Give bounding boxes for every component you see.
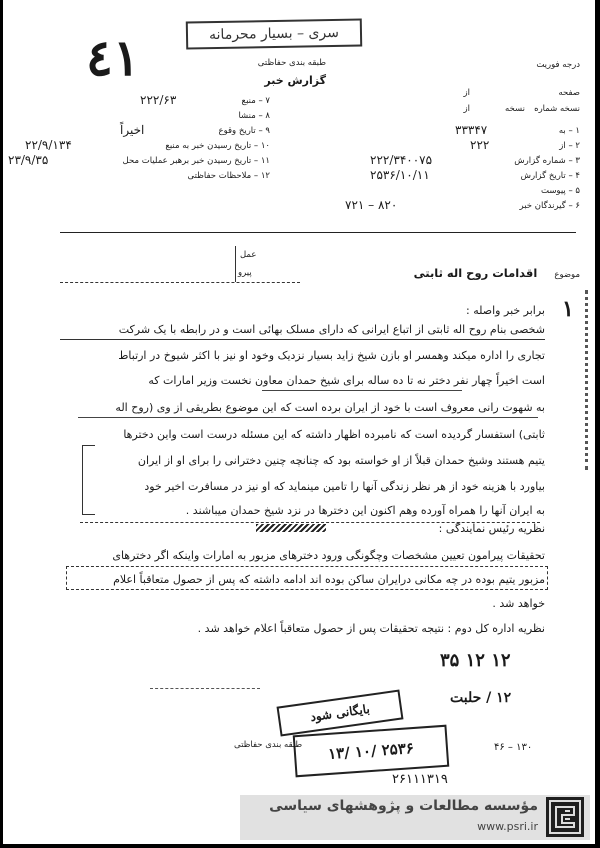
- date-stamp: [293, 725, 450, 778]
- form-left-value: ۲۲۲/۶۳: [140, 93, 177, 107]
- form-right-value: ۳۳۳۴۷: [455, 123, 488, 137]
- commentary-line: خواهد شد .: [492, 597, 545, 610]
- form-left-label: ۸ – منشا: [238, 111, 270, 121]
- scan-edge-left: [0, 0, 3, 848]
- subject-value: اقدامات روح اله ثابتی: [413, 266, 538, 280]
- date-stamp-text: ۱۳/ ۱۰/ ۲۵۳۶: [327, 739, 415, 763]
- subject-label: موضوع: [554, 270, 580, 280]
- subject-row: [300, 262, 580, 281]
- form-left-value: اخیراً: [120, 123, 145, 137]
- body-line: است اخیراً چهار نفر دختر نه تا ده ساله برای شیخ حمدان معاون نخست وزیر امارات که: [148, 374, 545, 387]
- page-label: صفحه: [558, 88, 580, 98]
- stamp-top-text: سری – بسیار محرمانه: [208, 24, 340, 44]
- archive-stamp-text: بایگانی شود: [309, 701, 371, 725]
- bottom-code: ۲۶۱۱۱۳۱۹: [392, 772, 448, 787]
- category-label: طبقه بندی حفاظتی: [257, 58, 326, 68]
- copy-label: نسخه شماره: [534, 104, 580, 114]
- form-right-label: ۲ – از: [559, 141, 580, 151]
- body-line: به شهوت رانی معروف است با خود از ایران برده است که این موضوع بطریقی از وی (روح اله: [115, 401, 545, 414]
- underline-mark: [262, 390, 462, 391]
- body-line: بیاورد با هزینه خود از هر نظر زندگی آنها را تامین مینماید که او نیز در مسافرت اخیر خود: [144, 480, 545, 493]
- page-of: از: [463, 88, 470, 98]
- form-right-label: ۵ – پیوست: [540, 186, 580, 196]
- body-line: به ایران آنها را همراه آورده وهم اکنون این دخترها در نزد شیخ حمدان میباشند .: [185, 504, 545, 517]
- copy-unit: نسخه: [505, 104, 525, 114]
- copy-of: از: [463, 104, 470, 114]
- form-left-label: ۱۰ – تاریخ رسیدن خبر به منبع: [165, 141, 270, 151]
- commentary-line: مزبور یتیم بوده در چه مکانی درایران ساکن بوده اند ادامه داشته که پس از حصول متعاقباً اعلام: [113, 573, 545, 586]
- handwritten-date: ۱۲ ۱۲ ۳۵: [440, 650, 511, 671]
- form-left-label: ۷ – منبع: [241, 96, 270, 106]
- form-left-label: ۹ – تاریخ وقوع: [218, 126, 270, 136]
- form-left-label: ۱۱ – تاریخ رسیدن خبر برهبر عملیات محل: [122, 156, 270, 166]
- form-right-label: ۳ – شماره گزارش: [514, 156, 580, 166]
- header-divider: [60, 232, 576, 233]
- form-right-value: ۷۲۱ – ۸۲۰: [345, 198, 398, 212]
- scan-edge-bottom: [0, 844, 600, 848]
- report-title: گزارش خبر: [264, 74, 326, 87]
- form-right-value: ۲۲۲: [470, 138, 490, 152]
- body-line: یتیم هستند وشیخ حمدان قبلاً از او خواسته بود که چنانچه چنین دخترانی را برای او از ایران: [137, 454, 545, 467]
- watermark-url: www.psri.ir: [477, 820, 538, 833]
- form-left-value: ۲۳/۹/۳۵: [8, 153, 49, 167]
- action-divider: [235, 246, 237, 282]
- form-right-label: ۶ – گیرندگان خبر: [519, 201, 580, 211]
- follow-label: پیرو: [238, 268, 252, 278]
- directorate-line: نظریه اداره کل دوم : نتیجه تحقیقات پس از حصول متعاقباً اعلام خواهد شد .: [197, 622, 545, 635]
- commentary-box: [66, 566, 548, 590]
- form-right-value: ۲۲۲/۳۴۰۰۷۵: [370, 153, 433, 167]
- form-left-label: ۱۲ – ملاحظات حفاظتی: [187, 171, 270, 181]
- watermark: [240, 795, 590, 840]
- margin-number: ۱: [562, 296, 574, 322]
- form-left-value: ۲۲/۹/۱۳۴: [25, 138, 72, 152]
- handwritten-note: ۱۲ / حلبت: [450, 690, 512, 706]
- body-line: تجاری را اداره میکند وهمسر او بازن شیخ زاید بسیار نزدیک وخود او نیز با اکثر شیوخ در ارتباط: [118, 349, 545, 362]
- commentary-line: تحقیقات پیرامون تعیین مشخصات وچگونگی ورود دخترهای مزبور به امارات واینکه اگر دخترهای: [112, 549, 545, 562]
- scan-edge-right: [595, 0, 600, 848]
- handwritten-number: ٤١: [86, 28, 140, 87]
- psri-logo-icon: [546, 797, 584, 837]
- classification-label: درجه فوریت: [536, 60, 580, 70]
- bracket-mark: [82, 445, 95, 515]
- form-right-label: ۱ – به: [558, 126, 580, 136]
- underline-mark: [78, 417, 538, 418]
- ref-code: ۴۶ – ۱۳۰: [494, 742, 533, 753]
- body-line: ثابتی) استفسار گردیده است که نامبرده اظهار داشته که این مسئله درست است واین دخترها: [123, 428, 545, 441]
- body-line: شخصی بنام روح اله ثابتی از اتباع ایرانی که دارای مسلک بهائی است و در رابطه با یک شرکت: [60, 320, 545, 340]
- form-right-value: ۲۵۳۶/۱۰/۱۱: [370, 168, 430, 182]
- top-secret-stamp: [186, 18, 362, 49]
- commentary-label: نظریه رئیس نمایندگی :: [438, 522, 545, 535]
- form-right-label: ۴ – تاریخ گزارش: [520, 171, 580, 181]
- subject-underline: [60, 282, 300, 283]
- watermark-institute: مؤسسه مطالعات و پژوهشهای سیاسی: [269, 798, 538, 814]
- page-fields: [380, 88, 580, 118]
- footer-category: طبقه بندی حفاظتی: [234, 740, 303, 750]
- redaction-scribble: [256, 524, 326, 532]
- action-label: عمل: [240, 250, 257, 260]
- signature-scribble: [150, 688, 260, 689]
- body-line: برابر خبر واصله :: [466, 304, 545, 317]
- right-margin-dots: [582, 290, 588, 470]
